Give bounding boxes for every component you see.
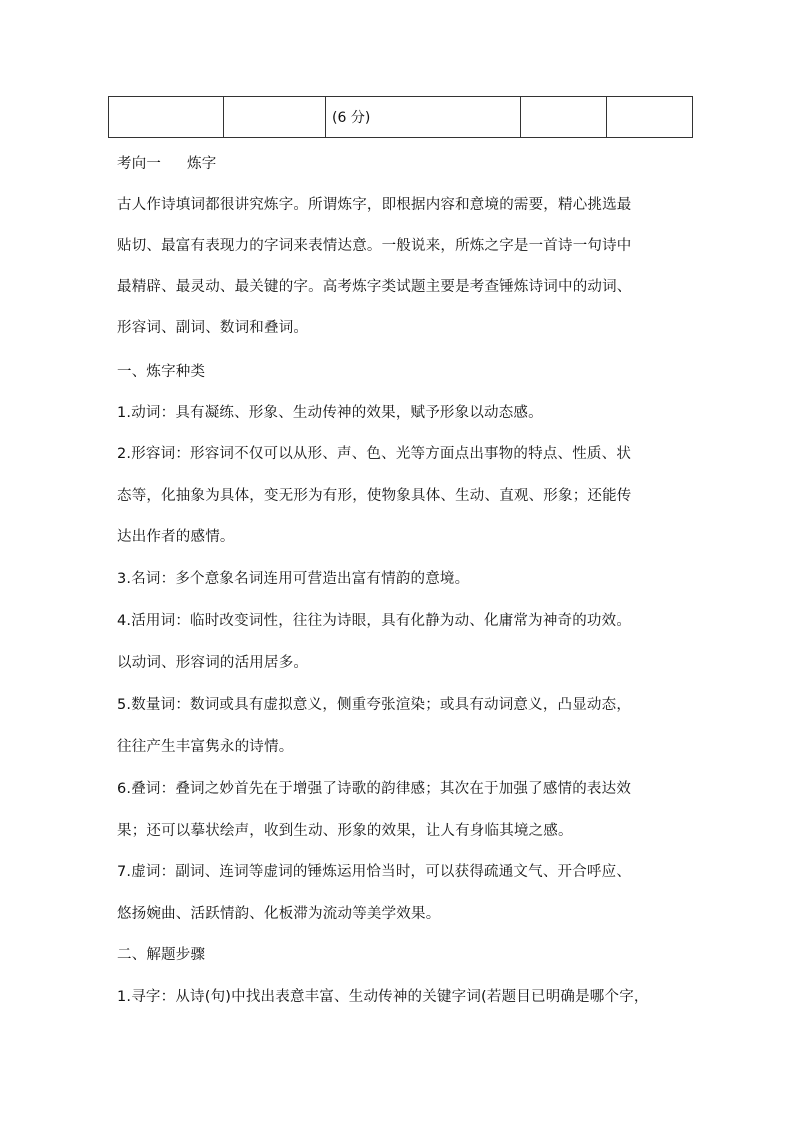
list-item: 6.叠词：叠词之妙首先在于增强了诗歌的韵律感；其次在于加强了感情的表达效 — [117, 781, 632, 797]
list-item-continuation: 以动词、形容词的活用居多。 — [117, 655, 309, 671]
list-item: 5.数量词：数词或具有虚拟意义，侧重夸张渲染；或具有动词意义，凸显动态， — [117, 697, 632, 713]
table-cell — [109, 97, 224, 138]
score-cell: (6 分) — [326, 97, 521, 138]
paragraph-line: 形容词、副词、数词和叠词。 — [117, 320, 309, 336]
list-item: 3.名词：多个意象名词连用可营造出富有情韵的意境。 — [117, 571, 470, 587]
table-row — [109, 97, 693, 138]
paragraph-line: 古人作诗填词都很讲究炼字。所谓炼字，即根据内容和意境的需要，精心挑选最 — [117, 197, 632, 213]
list-item-continuation: 达出作者的感情。 — [117, 529, 235, 545]
section-title — [117, 152, 217, 173]
subheading-types: 一、炼字种类 — [117, 364, 206, 380]
table-cell — [224, 97, 326, 138]
table-cell — [607, 97, 693, 138]
list-item-continuation: 果；还可以摹状绘声，收到生动、形象的效果，让人有身临其境之感。 — [117, 823, 573, 839]
section-title-topic: 炼字 — [187, 156, 217, 172]
paragraph-line: 贴切、最富有表现力的字词来表情达意。一般说来，所炼之字是一首诗一句诗中 — [117, 238, 632, 254]
section-title-prefix: 考向一 — [117, 156, 162, 172]
list-item: 2.形容词：形容词不仅可以从形、声、色、光等方面点出事物的特点、性质、状 — [117, 446, 632, 462]
list-item: 7.虚词：副词、连词等虚词的锤炼运用恰当时，可以获得疏通文气、开合呼应、 — [117, 864, 632, 880]
list-item: 1.动词：具有凝练、形象、生动传神的效果，赋予形象以动态感。 — [117, 405, 543, 421]
list-item: 4.活用词：临时改变词性，往往为诗眼，具有化静为动、化庸常为神奇的功效。 — [117, 613, 632, 629]
list-item-continuation: 悠扬婉曲、活跃情韵、化板滞为流动等美学效果。 — [117, 906, 441, 922]
subheading-steps: 二、解题步骤 — [117, 947, 206, 963]
table-cell — [521, 97, 607, 138]
score-table — [108, 96, 693, 138]
list-item-continuation: 态等，化抽象为具体，变无形为有形，使物象具体、生动、直观、形象；还能传 — [117, 488, 632, 504]
list-item: 1.寻字：从诗(句)中找出表意丰富、生动传神的关键字词(若题目已明确是哪个字， — [117, 989, 649, 1005]
list-item-continuation: 往往产生丰富隽永的诗情。 — [117, 739, 294, 755]
paragraph-line: 最精辟、最灵动、最关键的字。高考炼字类试题主要是考查锤炼诗词中的动词、 — [117, 279, 632, 295]
